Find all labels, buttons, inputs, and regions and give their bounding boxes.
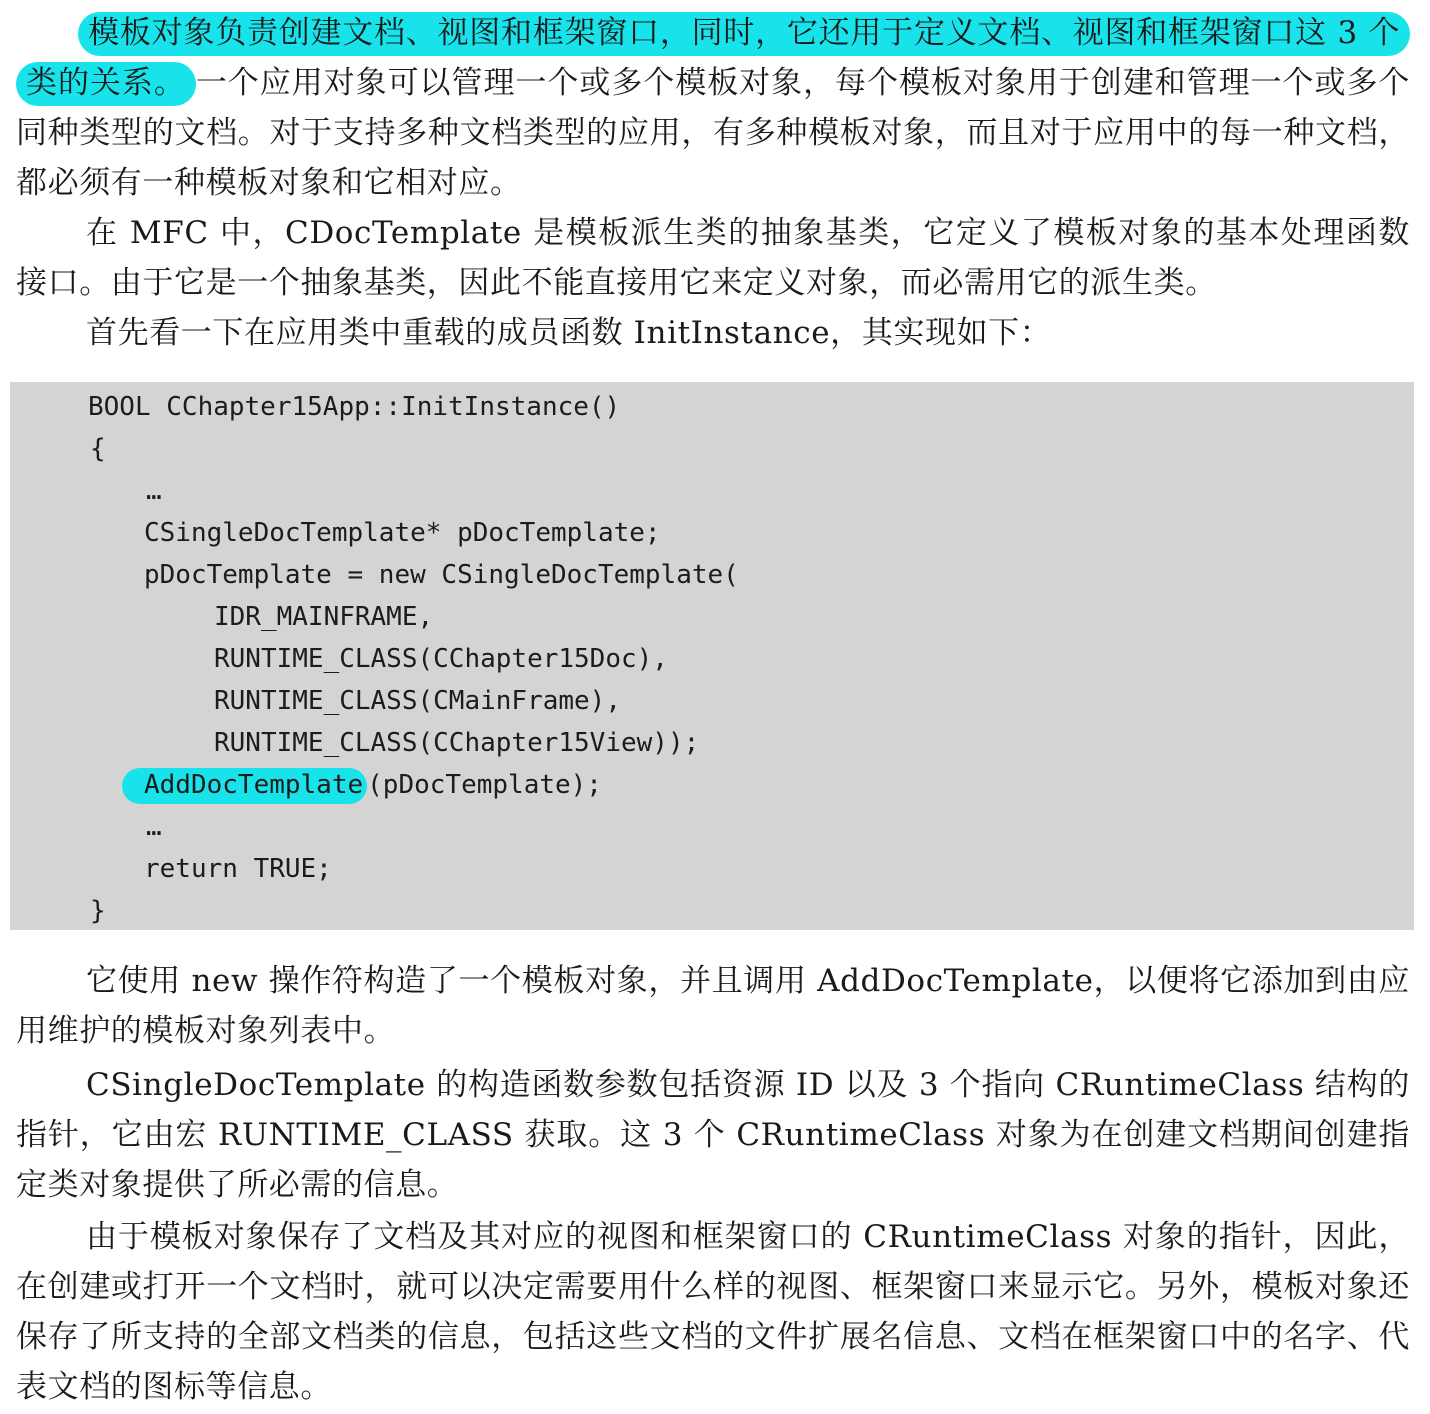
paragraph-2: 在 MFC 中，CDocTemplate 是模板派生类的抽象基类，它定义了模板对象的基本处理函数接口。由于它是一个抽象基类，因此不能直接用它来定义对象，而必需用它的派生类。	[16, 215, 1410, 301]
highlighted-code: AddDocTemplate	[122, 768, 367, 804]
code-line-7: RUNTIME_CLASS(CChapter15Doc),	[214, 644, 668, 674]
code-line-10-rest: (pDocTemplate);	[367, 770, 602, 800]
code-line-12: return TRUE;	[144, 854, 332, 884]
code-line-9: RUNTIME_CLASS(CChapter15View));	[214, 728, 700, 758]
paragraph-1-rest: 一个应用对象可以管理一个或多个模板对象，每个模板对象用于创建和管理一个或多个同种类型的文档。对于支持多种文档类型的应用，有多种模板对象，而且对于应用中的每一种文档，都必须有一种模板对象和它相对应。	[16, 65, 1411, 201]
code-line-6: IDR_MAINFRAME,	[214, 602, 434, 632]
paragraph-6: 由于模板对象保存了文档及其对应的视图和框架窗口的 CRuntimeClass 对象的指针，因此，在创建或打开一个文档时，就可以决定需要用什么样的视图、框架窗口来显示它。另外，模板对象还保存了所支持的全部文档类的信息，包括这些文档的文件扩展名信息、文档在框架窗口中的名字、代表文档的图标等信息。	[16, 1219, 1410, 1405]
highlighted-sentence: 模板对象负责创建文档、视图和框架窗口，同时，它还用于定义文档、视图和框架窗口这 3 个类的关系。	[16, 12, 1410, 106]
code-line-10	[144, 764, 602, 806]
code-line-5: pDocTemplate = new CSingleDocTemplate(	[144, 560, 739, 590]
paragraph-4: 它使用 new 操作符构造了一个模板对象，并且调用 AddDocTemplate，以便将它添加到由应用维护的模板对象列表中。	[16, 963, 1410, 1049]
paragraph-3: 首先看一下在应用类中重载的成员函数 InitInstance，其实现如下：	[86, 315, 1052, 351]
code-line-8: RUNTIME_CLASS(CMainFrame),	[214, 686, 621, 716]
code-line-2: {	[90, 434, 106, 464]
code-line-13: }	[90, 896, 106, 926]
paragraph-1	[16, 8, 1410, 208]
code-line-1: BOOL CChapter15App::InitInstance()	[88, 392, 621, 422]
code-block	[10, 382, 1414, 930]
code-line-3: …	[146, 476, 162, 506]
paragraph-5: CSingleDocTemplate 的构造函数参数包括资源 ID 以及 3 个指向 CRuntimeClass 结构的指针，它由宏 RUNTIME_CLASS 获取。这 3 个 CRuntimeClass 对象为在创建文档期间创建指定类对象提供了所必需的信息。	[16, 1067, 1410, 1203]
code-line-4: CSingleDocTemplate* pDocTemplate;	[144, 518, 661, 548]
code-line-11: …	[146, 812, 162, 842]
